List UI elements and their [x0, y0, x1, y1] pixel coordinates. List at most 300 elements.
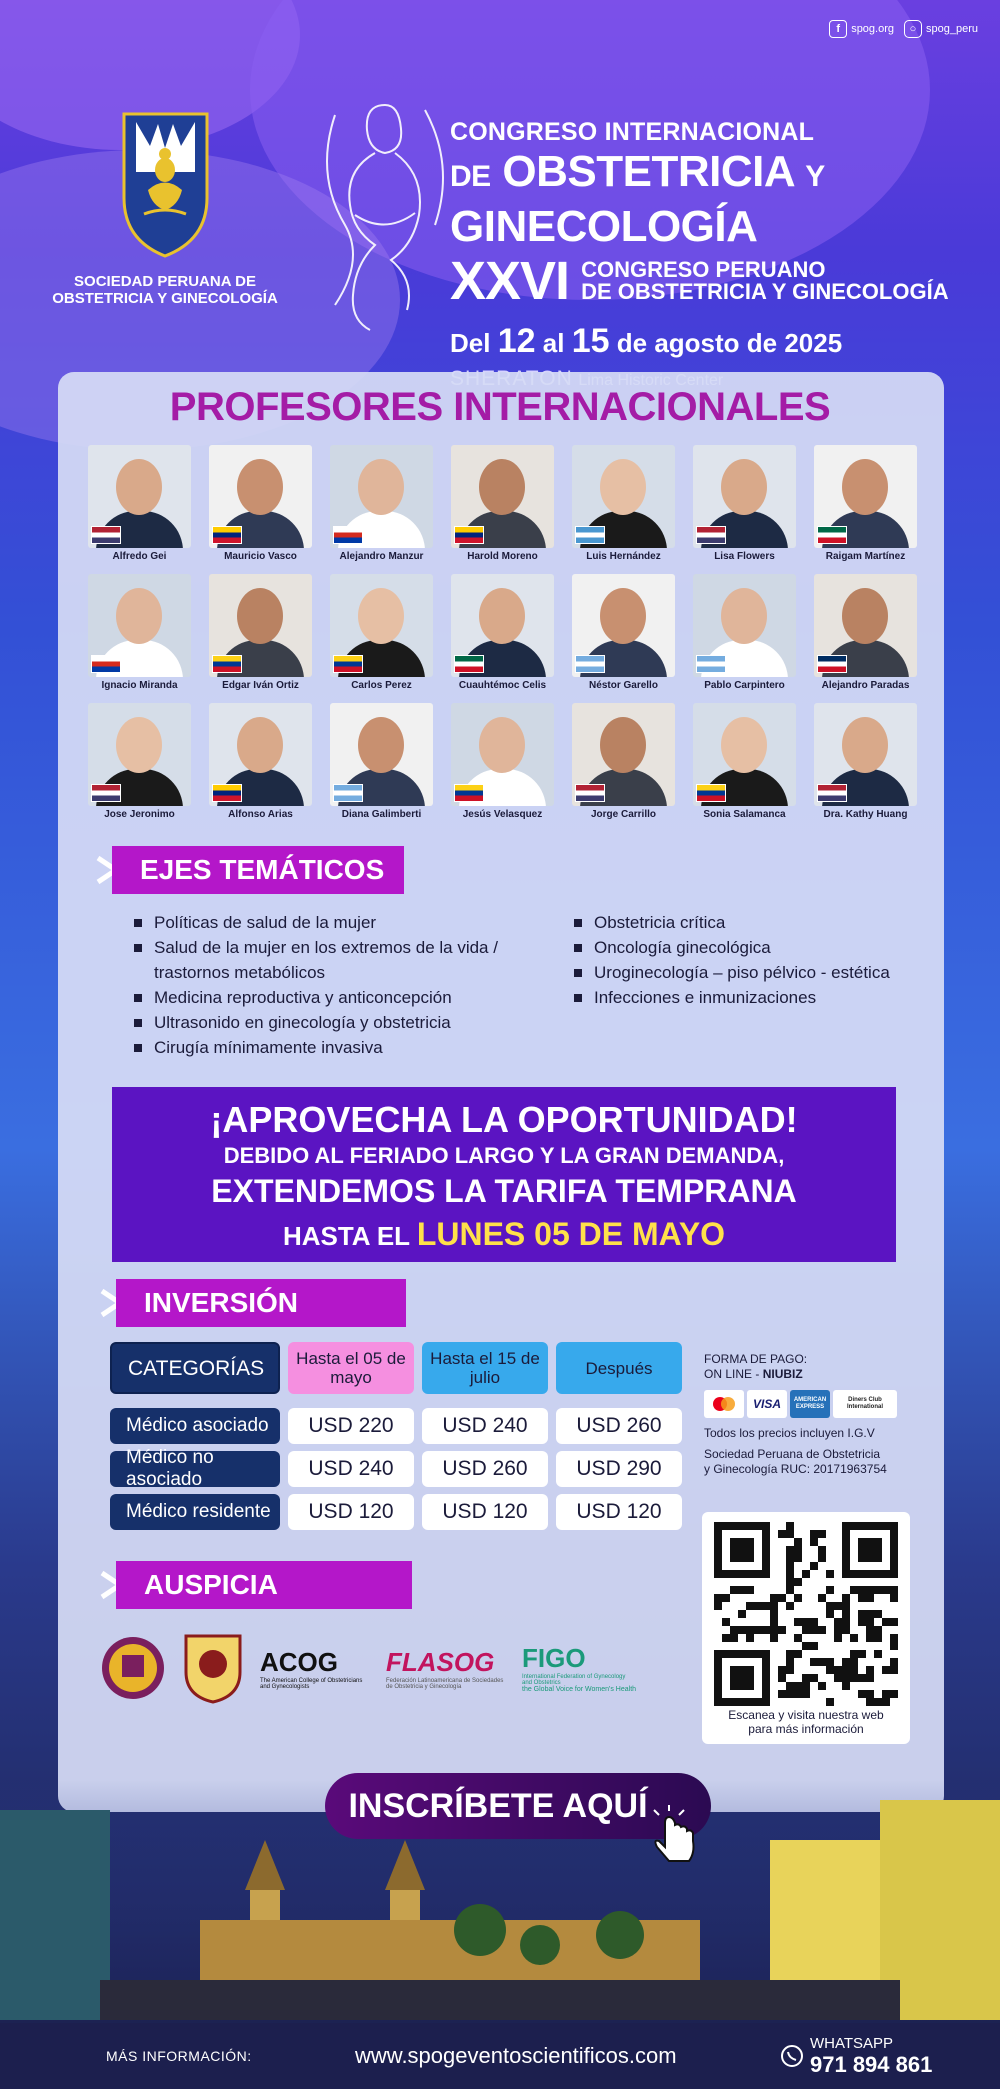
- qr-module: [818, 1658, 826, 1666]
- table-header-row: [110, 1342, 682, 1394]
- qr-module: [786, 1650, 794, 1658]
- list-item: [132, 935, 498, 985]
- photo-head: [358, 717, 404, 773]
- qr-module: [810, 1530, 818, 1538]
- qr-module: [810, 1562, 818, 1570]
- country-flag-icon: [454, 784, 484, 802]
- price-cell: USD 240: [422, 1408, 548, 1444]
- qr-module: [858, 1594, 866, 1602]
- whatsapp-number: 971 894 861: [810, 2051, 933, 2077]
- professor-name: Pablo Carpintero: [704, 680, 785, 691]
- flasog-logo: [386, 1647, 506, 1690]
- qr-module: [866, 1610, 874, 1618]
- promo-line1: ¡APROVECHA LA OPORTUNIDAD!: [210, 1099, 798, 1140]
- table-row: [110, 1494, 682, 1530]
- promo-line3: EXTENDEMOS LA TARIFA TEMPRANA: [211, 1173, 797, 1209]
- title-de: DE: [450, 160, 491, 193]
- table-row: [110, 1408, 682, 1444]
- title-obstetricia: OBSTETRICIA: [502, 147, 794, 196]
- acog-text: ACOG: [260, 1646, 338, 1677]
- edition-row: [450, 251, 990, 311]
- professor-card: [88, 445, 191, 562]
- qr-module: [810, 1538, 818, 1546]
- country-flag-icon: [575, 655, 605, 673]
- professor-photo: [572, 703, 675, 806]
- qr-module: [794, 1578, 802, 1586]
- qr-module: [786, 1546, 794, 1554]
- country-flag-icon: [696, 655, 726, 673]
- qr-module: [786, 1682, 794, 1690]
- figo-logo: [522, 1643, 636, 1693]
- qr-module: [874, 1650, 882, 1658]
- qr-caption: [702, 1708, 910, 1736]
- qr-module: [778, 1530, 786, 1538]
- list-item: Ultrasonido en ginecología y obstetricia: [132, 1010, 498, 1035]
- professor-photo: [572, 574, 675, 677]
- qr-module: [786, 1530, 794, 1538]
- qr-module: [770, 1594, 778, 1602]
- qr-module: [746, 1586, 754, 1594]
- country-flag-icon: [91, 655, 121, 673]
- qr-module: [786, 1570, 794, 1578]
- payment-online-value: NIUBIZ: [762, 1367, 803, 1381]
- photo-head: [237, 717, 283, 773]
- professor-name: Diana Galimberti: [341, 809, 422, 820]
- professor-photo: [88, 574, 191, 677]
- photo-head: [721, 459, 767, 515]
- list-item: Obstetricia crítica: [572, 910, 890, 935]
- photo-head: [842, 588, 888, 644]
- qr-module: [778, 1690, 786, 1698]
- qr-module: [794, 1546, 802, 1554]
- qr-module: [794, 1554, 802, 1562]
- qr-module: [834, 1634, 842, 1642]
- woman-silhouette-icon: [295, 95, 465, 335]
- photo-head: [116, 717, 162, 773]
- list-item: Infecciones e inmunizaciones: [572, 985, 890, 1010]
- social-instagram[interactable]: [904, 20, 978, 38]
- country-flag-icon: [333, 526, 363, 544]
- professor-name: Alejandro Manzur: [339, 551, 424, 562]
- qr-module: [858, 1690, 866, 1698]
- professor-card: [814, 574, 917, 691]
- qr-module: [874, 1698, 882, 1706]
- country-flag-icon: [91, 784, 121, 802]
- qr-module: [778, 1666, 786, 1674]
- table-header-cell: Hasta el 15 de julio: [422, 1342, 548, 1394]
- footer: [0, 2023, 1000, 2089]
- promo-banner: [112, 1087, 896, 1262]
- professor-name: Jorge Carrillo: [590, 809, 657, 820]
- subtitle: [581, 259, 949, 303]
- photo-head: [116, 588, 162, 644]
- photo-head: [479, 588, 525, 644]
- social-facebook[interactable]: [829, 20, 894, 38]
- qr-module: [714, 1602, 722, 1610]
- qr-module: [866, 1594, 874, 1602]
- qr-module: [794, 1634, 802, 1642]
- qr-module: [890, 1642, 898, 1650]
- qr-module: [834, 1618, 842, 1626]
- qr-module: [802, 1682, 810, 1690]
- qr-module: [826, 1610, 834, 1618]
- qr-module: [842, 1658, 850, 1666]
- professor-card: [88, 574, 191, 691]
- title-line1: CONGRESO INTERNACIONAL: [450, 118, 815, 146]
- promo-line2: DEBIDO AL FERIADO LARGO Y LA GRAN DEMANDA,: [223, 1143, 785, 1168]
- san-marcos-seal-icon: [182, 1632, 244, 1704]
- professor-name: Lisa Flowers: [714, 551, 775, 562]
- professor-card: [451, 703, 554, 820]
- qr-module: [738, 1610, 746, 1618]
- qr-module: [858, 1618, 866, 1626]
- promo-line4: [112, 1216, 896, 1253]
- figo-text: FIGO: [522, 1643, 586, 1673]
- title-main: [450, 147, 990, 252]
- price-cell: USD 240: [288, 1451, 414, 1487]
- auspicia-title-text: AUSPICIA: [144, 1569, 278, 1600]
- qr-module: [826, 1666, 834, 1674]
- photo-head: [600, 588, 646, 644]
- qr-module: [810, 1674, 818, 1682]
- list-item: Oncología ginecológica: [572, 935, 890, 960]
- inversion-title-text: INVERSIÓN: [144, 1287, 299, 1318]
- payment-cards: [704, 1390, 934, 1418]
- professor-name: Sonia Salamanca: [703, 809, 786, 820]
- country-flag-icon: [333, 655, 363, 673]
- sponsor-logos: [100, 1632, 636, 1704]
- qr-module: [866, 1634, 874, 1642]
- table-header-cell: Hasta el 05 de mayo: [288, 1342, 414, 1394]
- subtitle-line2: DE OBSTETRICIA Y GINECOLOGÍA: [581, 279, 949, 304]
- date-rest: de agosto de 2025: [616, 328, 843, 358]
- qr-module: [770, 1602, 778, 1610]
- qr-module: [858, 1538, 882, 1562]
- qr-module: [786, 1666, 794, 1674]
- price-cell: USD 290: [556, 1451, 682, 1487]
- country-flag-icon: [333, 784, 363, 802]
- qr-module: [842, 1682, 850, 1690]
- professor-card: [814, 703, 917, 820]
- qr-module: [778, 1674, 786, 1682]
- qr-module: [818, 1682, 826, 1690]
- country-flag-icon: [817, 655, 847, 673]
- qr-module: [786, 1586, 794, 1594]
- professors-row: [88, 445, 928, 562]
- qr-module: [730, 1538, 754, 1562]
- qr-module: [826, 1658, 834, 1666]
- professor-photo: [572, 445, 675, 548]
- professor-name: Néstor Garello: [589, 680, 658, 691]
- country-flag-icon: [212, 655, 242, 673]
- list-item: Políticas de salud de la mujer: [132, 910, 498, 935]
- photo-head: [842, 459, 888, 515]
- qr-module: [802, 1642, 810, 1650]
- professor-card: [814, 445, 917, 562]
- payment-online: [704, 1367, 934, 1382]
- country-flag-icon: [91, 526, 121, 544]
- qr-module: [770, 1634, 778, 1642]
- qr-module: [730, 1626, 738, 1634]
- table-header-cell: CATEGORÍAS: [110, 1342, 280, 1394]
- photo-head: [600, 459, 646, 515]
- qr-module: [794, 1538, 802, 1546]
- qr-module: [842, 1626, 850, 1634]
- qr-code-card[interactable]: [702, 1512, 910, 1744]
- whatsapp-label: WHATSAPP: [810, 2034, 894, 2052]
- qr-module: [786, 1690, 794, 1698]
- professor-photo: [330, 445, 433, 548]
- photo-head: [479, 717, 525, 773]
- professor-photo: [693, 445, 796, 548]
- professor-photo: [330, 574, 433, 677]
- footer-website-link[interactable]: www.spogeventoscientificos.com: [355, 2043, 677, 2068]
- flasog-subtext: Federación Latinoamericana de Sociedades de Obstetricia y Ginecología: [386, 1677, 504, 1690]
- qr-module: [794, 1618, 802, 1626]
- qr-module: [866, 1690, 874, 1698]
- professor-card: [330, 445, 433, 562]
- photo-head: [358, 588, 404, 644]
- qr-module: [850, 1634, 858, 1642]
- qr-module: [746, 1626, 754, 1634]
- qr-module: [874, 1610, 882, 1618]
- country-flag-icon: [454, 655, 484, 673]
- qr-module: [850, 1674, 858, 1682]
- qr-module: [754, 1602, 762, 1610]
- subtitle-line1: CONGRESO PERUANO: [581, 257, 826, 282]
- professor-photo: [451, 445, 554, 548]
- instagram-icon: ○: [904, 20, 922, 38]
- qr-module: [842, 1666, 850, 1674]
- qr-module: [858, 1586, 866, 1594]
- pointer-hand-icon: [645, 1803, 701, 1863]
- professor-card: [209, 703, 312, 820]
- professor-name: Mauricio Vasco: [224, 551, 297, 562]
- professor-photo: [88, 703, 191, 806]
- footer-whatsapp[interactable]: [780, 2035, 932, 2078]
- professor-photo: [693, 574, 796, 677]
- qr-module: [786, 1578, 794, 1586]
- professor-card: [209, 445, 312, 562]
- visa-icon: VISA: [747, 1390, 787, 1418]
- price-cell: USD 120: [422, 1494, 548, 1530]
- figo-tagline: the Global Voice for Women's Health: [522, 1686, 637, 1693]
- qr-caption-line1: Escanea y visita nuestra web: [728, 1708, 884, 1722]
- qr-module: [826, 1698, 834, 1706]
- qr-module: [794, 1594, 802, 1602]
- qr-module: [778, 1626, 786, 1634]
- list-item-text: Salud de la mujer en los extremos de la vida /: [154, 938, 498, 957]
- qr-module: [882, 1666, 890, 1674]
- promo-deadline: LUNES 05 DE MAYO: [416, 1216, 726, 1252]
- qr-module: [874, 1626, 882, 1634]
- qr-module: [834, 1674, 842, 1682]
- table-row: [110, 1447, 682, 1490]
- category-cell: Médico residente: [110, 1494, 280, 1530]
- list-item-cont: trastornos metabólicos: [154, 963, 326, 982]
- professor-card: [451, 574, 554, 691]
- qr-module: [794, 1690, 802, 1698]
- qr-module: [858, 1650, 866, 1658]
- qr-module: [738, 1626, 746, 1634]
- professor-photo: [330, 703, 433, 806]
- qr-module: [746, 1634, 754, 1642]
- qr-module: [890, 1586, 898, 1594]
- qr-module: [802, 1626, 810, 1634]
- qr-module: [818, 1594, 826, 1602]
- qr-module: [746, 1602, 754, 1610]
- qr-module: [874, 1634, 882, 1642]
- social-links: [829, 20, 978, 38]
- ejes-title-text: EJES TEMÁTICOS: [140, 854, 385, 885]
- amex-icon: AMERICAN EXPRESS: [790, 1390, 830, 1418]
- professor-name: Jesús Velasquez: [462, 809, 543, 820]
- professor-photo: [814, 574, 917, 677]
- photo-head: [116, 459, 162, 515]
- flasog-text: FLASOG: [386, 1646, 495, 1677]
- price-cell: USD 220: [288, 1408, 414, 1444]
- society-crest-icon: [118, 110, 213, 260]
- qr-module: [890, 1618, 898, 1626]
- facebook-icon: f: [829, 20, 847, 38]
- qr-module: [890, 1658, 898, 1666]
- qr-module: [762, 1602, 770, 1610]
- qr-module: [786, 1602, 794, 1610]
- qr-module: [730, 1634, 738, 1642]
- payment-label: FORMA DE PAGO:: [704, 1352, 808, 1366]
- professor-name: Harold Moreno: [467, 551, 538, 562]
- qr-module: [778, 1594, 786, 1602]
- list-item: Uroginecología – piso pélvico - estética: [572, 960, 890, 985]
- professor-card: [451, 445, 554, 562]
- qr-module: [842, 1618, 850, 1626]
- professor-name: Dra. Kathy Huang: [823, 809, 908, 820]
- qr-module: [754, 1626, 762, 1634]
- professor-photo: [88, 445, 191, 548]
- qr-module: [722, 1594, 730, 1602]
- qr-module: [866, 1666, 874, 1674]
- professor-card: [693, 703, 796, 820]
- photo-head: [237, 588, 283, 644]
- professors-row: [88, 703, 928, 820]
- qr-module: [810, 1626, 818, 1634]
- qr-module: [818, 1626, 826, 1634]
- qr-module: [730, 1586, 738, 1594]
- payment-ruc-line2: y Ginecología RUC: 20171963754: [704, 1462, 887, 1476]
- qr-module: [858, 1610, 866, 1618]
- congress-title-block: [450, 118, 990, 391]
- professor-card: [572, 574, 675, 691]
- qr-module: [770, 1618, 778, 1626]
- promo-line4-text: HASTA EL: [282, 1221, 410, 1251]
- footer-more-info: MÁS INFORMACIÓN:: [106, 2048, 252, 2064]
- qr-caption-line2: para más información: [748, 1722, 864, 1736]
- photo-head: [721, 588, 767, 644]
- country-flag-icon: [212, 784, 242, 802]
- qr-module: [866, 1626, 874, 1634]
- professor-card: [693, 445, 796, 562]
- ejes-list-left: [132, 910, 498, 1060]
- whatsapp-icon: [780, 2044, 804, 2068]
- professor-name: Edgar Iván Ortiz: [222, 680, 299, 691]
- auspicia-title: [116, 1561, 412, 1609]
- qr-module: [866, 1586, 874, 1594]
- professor-name: Carlos Perez: [351, 680, 412, 691]
- qr-module: [786, 1554, 794, 1562]
- qr-module: [858, 1674, 866, 1682]
- photo-head: [358, 459, 404, 515]
- country-flag-icon: [696, 784, 726, 802]
- qr-module: [842, 1610, 850, 1618]
- qr-module: [842, 1594, 850, 1602]
- event-date: [450, 322, 990, 361]
- price-cell: USD 260: [422, 1451, 548, 1487]
- professor-card: [330, 574, 433, 691]
- qr-module: [818, 1554, 826, 1562]
- professor-card: [209, 574, 312, 691]
- qr-module: [826, 1586, 834, 1594]
- country-flag-icon: [817, 784, 847, 802]
- price-cell: USD 120: [556, 1494, 682, 1530]
- country-flag-icon: [575, 784, 605, 802]
- qr-module: [834, 1626, 842, 1634]
- qr-module: [890, 1634, 898, 1642]
- qr-module: [738, 1586, 746, 1594]
- qr-module: [834, 1666, 842, 1674]
- qr-module: [874, 1586, 882, 1594]
- date-end: 15: [571, 322, 610, 360]
- professor-photo: [451, 703, 554, 806]
- photo-head: [721, 717, 767, 773]
- qr-module: [722, 1634, 730, 1642]
- edition-number: XXVI: [450, 251, 570, 311]
- professor-name: Luis Hernández: [586, 551, 661, 562]
- qr-module: [850, 1658, 858, 1666]
- qr-module: [882, 1618, 890, 1626]
- professors-title: PROFESORES INTERNACIONALES: [169, 385, 831, 429]
- qr-module: [802, 1618, 810, 1626]
- qr-module: [762, 1626, 770, 1634]
- qr-module: [882, 1698, 890, 1706]
- university-seal-icon: [100, 1635, 166, 1701]
- qr-module: [810, 1618, 818, 1626]
- professor-card: [330, 703, 433, 820]
- facebook-label: spog.org: [851, 23, 894, 35]
- qr-module: [826, 1570, 834, 1578]
- category-cell: Médico no asociado: [110, 1451, 280, 1487]
- qr-module: [730, 1666, 754, 1690]
- professor-name: Ignacio Miranda: [101, 680, 178, 691]
- qr-module: [882, 1690, 890, 1698]
- qr-module: [794, 1650, 802, 1658]
- price-cell: USD 120: [288, 1494, 414, 1530]
- professor-card: [572, 445, 675, 562]
- country-flag-icon: [212, 526, 242, 544]
- date-al: al: [542, 328, 565, 358]
- inversion-title: [116, 1279, 406, 1327]
- qr-module: [826, 1602, 834, 1610]
- professor-photo: [693, 703, 796, 806]
- qr-module: [802, 1674, 810, 1682]
- society-name: [50, 273, 280, 307]
- register-button[interactable]: [325, 1773, 711, 1839]
- qr-module: [810, 1642, 818, 1650]
- country-flag-icon: [575, 526, 605, 544]
- qr-module: [850, 1650, 858, 1658]
- professor-name: Cuauhtémoc Celis: [458, 680, 547, 691]
- qr-module: [770, 1626, 778, 1634]
- qr-module: [818, 1546, 826, 1554]
